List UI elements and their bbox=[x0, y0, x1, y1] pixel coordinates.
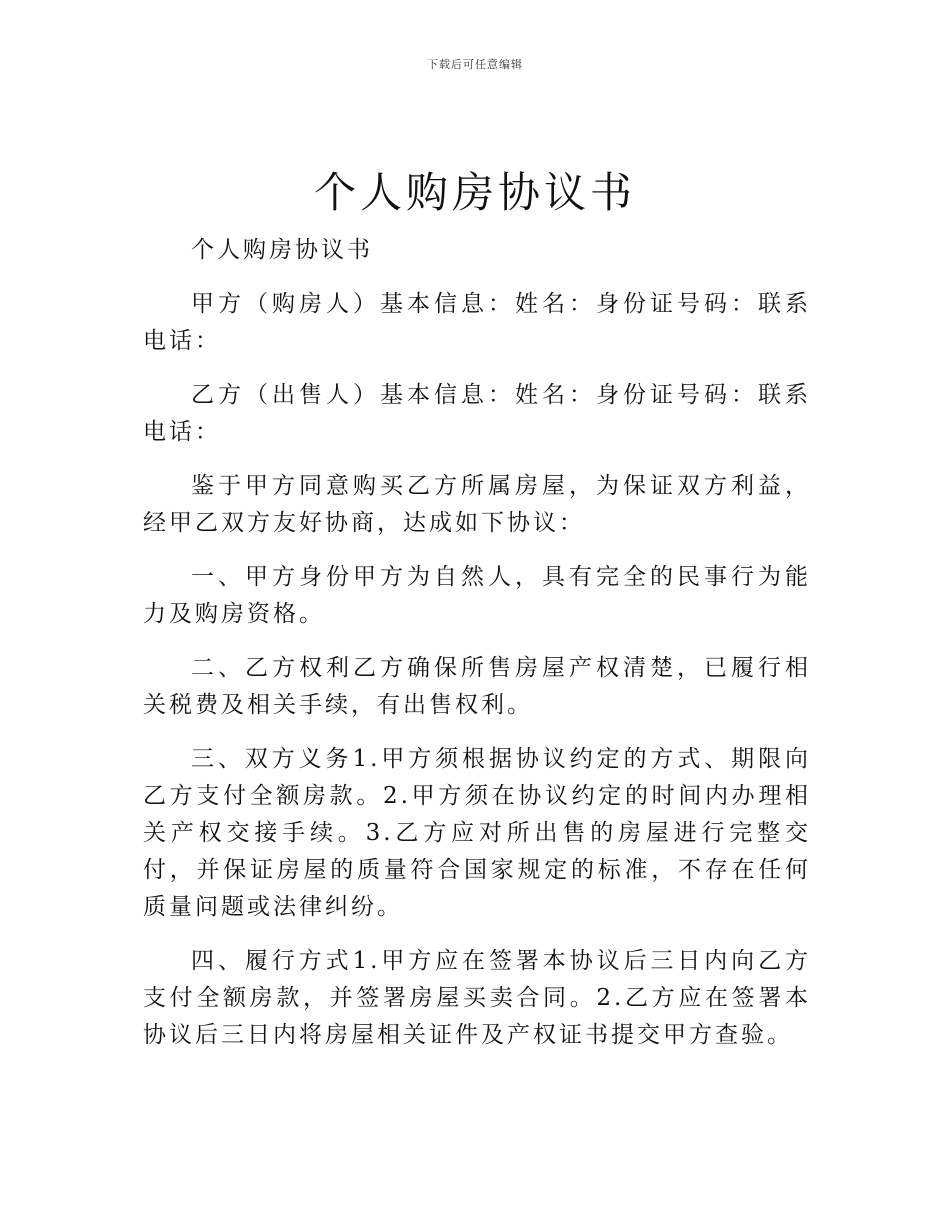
header-note: 下载后可任意编辑 bbox=[427, 58, 523, 71]
document-title: 个人购房协议书 bbox=[313, 168, 636, 217]
document-body bbox=[143, 232, 811, 1071]
paragraph-party-b-info: 乙方（出售人）基本信息：姓名：身份证号码：联系电话： bbox=[143, 382, 811, 445]
paragraph-clause-1: 一、甲方身份甲方为自然人，具有完全的民事行为能力及购房资格。 bbox=[143, 564, 811, 627]
paragraph-clause-2: 二、乙方权利乙方确保所售房屋产权清楚，已履行相关税费及相关手续，有出售权利。 bbox=[143, 655, 811, 718]
paragraph-party-a-info: 甲方（购房人）基本信息：姓名：身份证号码：联系电话： bbox=[143, 291, 811, 354]
paragraph-preamble: 鉴于甲方同意购买乙方所属房屋，为保证双方利益，经甲乙双方友好协商，达成如下协议： bbox=[143, 473, 811, 536]
paragraph-clause-4: 四、履行方式1.甲方应在签署本协议后三日内向乙方支付全额房款，并签署房屋买卖合同。2.乙方应在签署本协议后三日内将房屋相关证件及产权证书提交甲方查验。 bbox=[143, 948, 811, 1048]
paragraph-subtitle: 个人购房协议书 bbox=[191, 237, 373, 263]
paragraph-clause-3: 三、双方义务1.甲方须根据协议约定的方式、期限向乙方支付全额房款。2.甲方须在协议约定的时间内办理相关产权交接手续。3.乙方应对所出售的房屋进行完整交付，并保证房屋的质量符合国家规定的标准，不存在任何质量问题或法律纠纷。 bbox=[143, 746, 811, 920]
